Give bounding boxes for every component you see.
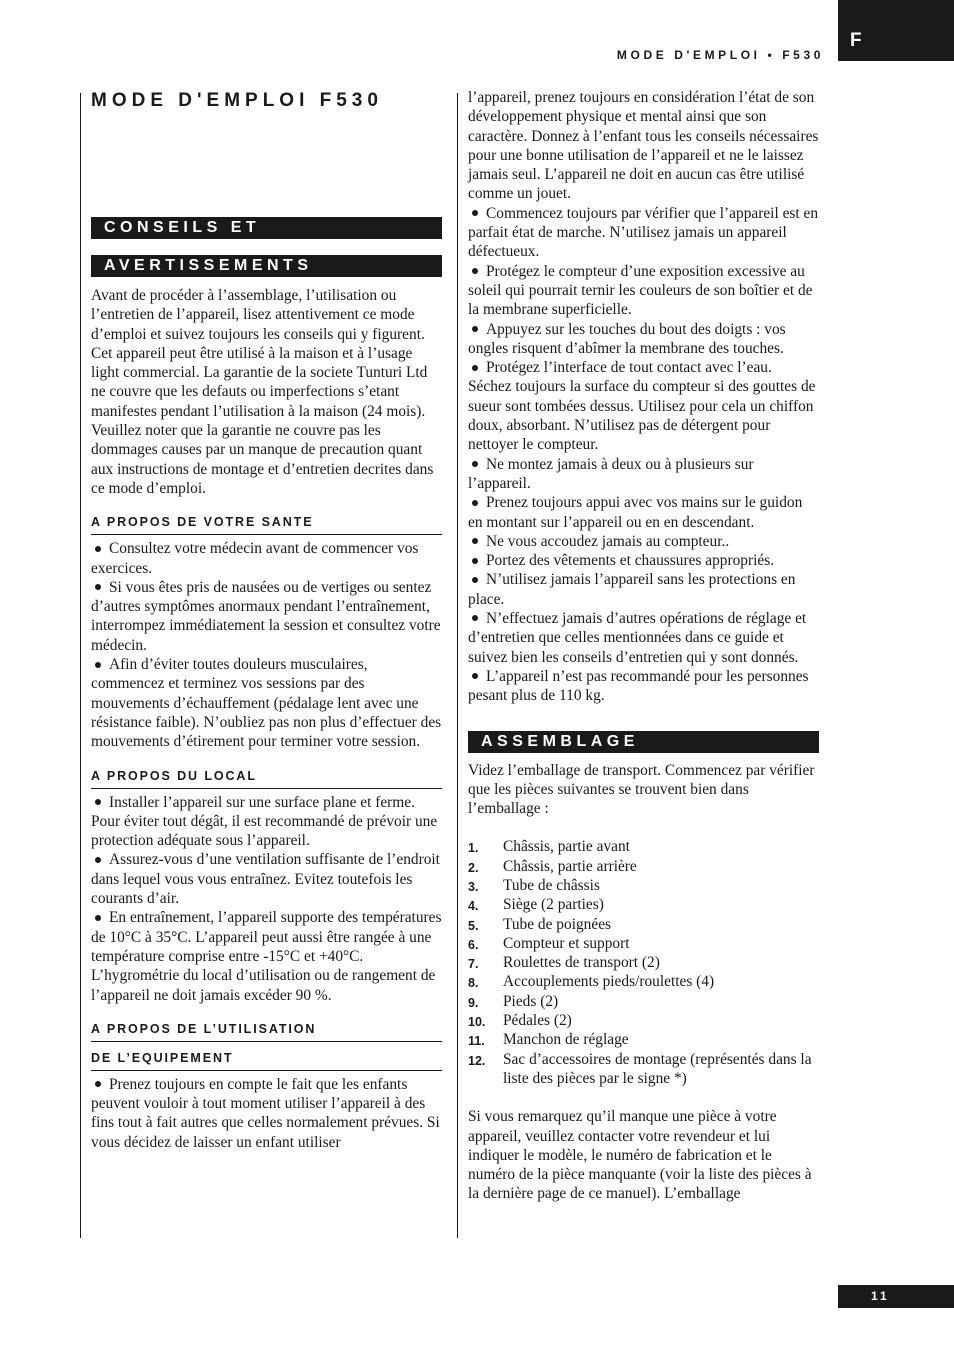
list-item: L’appareil n’est pas recommandé pour les personnes pesant plus de 110 kg. — [468, 667, 809, 705]
bullet-icon — [472, 558, 478, 564]
subheading-equipement: DE L’EQUIPEMENT — [91, 1050, 442, 1071]
bullet-icon — [95, 662, 101, 668]
language-tab-label: F — [850, 30, 862, 51]
subheading-utilisation: A PROPOS DE L’UTILISATION — [91, 1021, 442, 1042]
list-item: Si vous êtes pris de nausées ou de vertiges ou sentez d’autres symptômes anormaux pendant l’entraînement, interrompez immédiatement la session et consultez votre médecin. — [91, 578, 441, 654]
bullet-icon — [95, 799, 101, 805]
assemblage-outro: Si vous remarquez qu’il manque une pièce à votre appareil, veuillez contacter votre revendeur et lui indiquer le modèle, le numéro de fabrication et le numéro de la pièce manquante (voir la liste des pièces à la dernière page de ce manuel). L’emballage — [468, 1108, 812, 1203]
list-item: 10. Pédales (2) — [468, 1012, 572, 1030]
bullet-icon — [95, 857, 101, 863]
language-tab — [838, 0, 954, 61]
bullet-icon — [472, 538, 478, 544]
list-item: 7. Roulettes de transport (2) — [468, 954, 660, 972]
subheading-sante: A PROPOS DE VOTRE SANTE — [91, 514, 442, 535]
section-heading-assemblage: ASSEMBLAGE — [468, 731, 819, 753]
list-item: Ne vous accoudez jamais au compteur.. — [468, 532, 819, 551]
list-item: 9. Pieds (2) — [468, 992, 559, 1010]
list-item: En entraînement, l’appareil supporte des températures de 10°C à 35°C. L’appareil peut aussi être rangée à une température comprise entre -15°C et +40°C. L’hygrométrie du local d’utilisation ou de rangement de l’appareil ne doit jamais excéder 90 %. — [91, 909, 442, 1004]
list-item: 3. Tube de châssis — [468, 876, 600, 894]
list-item: Afin d’éviter toutes douleurs musculaires, commencez et terminez vos sessions par des mouvements d’échauffement (pédalage lent avec une résistance faible). N’oubliez pas non plus d’effectuer des mouvements d’étirement pour terminer votre session. — [91, 656, 442, 751]
bullet-icon — [472, 673, 478, 679]
list-item: 1. Châssis, partie avant — [468, 838, 630, 856]
running-header: MODE D'EMPLOI • F530 — [616, 48, 824, 62]
subheading-local: A PROPOS DU LOCAL — [91, 768, 442, 789]
list-item: 11. Manchon de réglage — [468, 1031, 629, 1049]
left-column — [91, 88, 442, 1152]
list-item: N’utilisez jamais l’appareil sans les protections en place. — [468, 571, 796, 608]
list-item: 8. Accouplements pieds/roulettes (4) — [468, 973, 715, 991]
list-item: N’effectuez jamais d’autres opérations de réglage et d’entretien que celles mentionnées dans ce guide et suivez bien les conseils d’entretien qui y sont donnés. — [468, 610, 807, 666]
utilisation-continuation: l’appareil, prenez toujours en considération l’état de son développement physique et mental ainsi que son caractère. Donnez à l’enfant tous les conseils nécessaires pour une bonne utilisation de l’appareil et ne le laissez jamais seul. L’appareil ne doit en aucun cas être utilisé comme un jouet. — [468, 89, 819, 203]
bullet-icon — [95, 584, 101, 590]
bullet-icon — [472, 461, 478, 467]
right-column — [468, 88, 819, 1204]
list-item: Protégez l’interface de tout contact avec l’eau. Séchez toujours la surface du compteur si des gouttes de sueur sont tombées dessus. Utilisez pour cela un chiffon doux, absorbant. N’utilisez pas de détergent pour nettoyer le compteur. — [468, 359, 816, 454]
bullet-icon — [472, 615, 478, 621]
list-item: Installer l’appareil sur une surface plane et ferme. Pour éviter tout dégât, il est recommandé de prévoir une protection adéquate sous l’appareil. — [91, 793, 438, 850]
bullet-icon — [472, 268, 478, 274]
bullet-icon — [472, 577, 478, 583]
list-item: 5. Tube de poignées — [468, 915, 612, 933]
page-title: MODE D'EMPLOI F530 — [91, 90, 383, 111]
list-item: Assurez-vous d’une ventilation suffisante de l’endroit dans lequel vous vous entraînez. Evitez toutefois les courants d’air. — [91, 851, 440, 908]
conseils-intro: Avant de procéder à l’assemblage, l’utilisation ou l’entretien de l’appareil, lisez attentivement ce mode d’emploi et suivez toujours les conseils qui y figurent. Cet appareil peut être utilisé à la maison et à l’usage light commercial. La garantie de la societe Tunturi Ltd ne couvre que les defauts ou imperfections s’etant manifestes pendant l’utilisation à la maison (24 mois). Veuillez noter que la garantie ne couvre pas les dommages causes par un manque de precaution quant aux instructions de montage et d’entretien decrites dans ce mode d’emploi. — [91, 287, 434, 497]
parts-list — [468, 837, 819, 1088]
bullet-icon — [95, 915, 101, 921]
assemblage-intro: Videz l’emballage de transport. Commencez par vérifier que les pièces suivantes se trouvent bien dans l’emballage : — [468, 761, 815, 818]
list-item: 2. Châssis, partie arrière — [468, 857, 637, 875]
page-number: 11 — [838, 1285, 954, 1308]
bullet-icon — [95, 1081, 101, 1087]
list-item: Prenez toujours appui avec vos mains sur le guidon en montant sur l’appareil ou en en descendant. — [468, 494, 803, 531]
center-column-rule — [457, 93, 458, 1238]
list-item: Appuyez sur les touches du bout des doigts : vos ongles risquent d’abîmer la membrane des touches. — [468, 320, 786, 357]
list-item: 6. Compteur et support — [468, 934, 630, 952]
list-item: 12. Sac d’accessoires de montage (représentés dans la liste des pièces par le signe *) — [468, 1050, 812, 1087]
bullet-icon — [472, 500, 478, 506]
list-item: Ne montez jamais à deux ou à plusieurs sur l’appareil. — [468, 455, 754, 492]
list-item: Commencez toujours par vérifier que l’appareil est en parfait état de marche. N’utilisez jamais un appareil défectueux. — [468, 204, 819, 261]
list-item: Consultez votre médecin avant de commencer vos exercices. — [91, 540, 419, 577]
list-item: Prenez toujours en compte le fait que les enfants peuvent vouloir à tout moment utiliser l’appareil à des fins tout à fait autres que celles normalement prévues. Si vous décidez de laisser un enfant utiliser — [91, 1075, 440, 1151]
bullet-icon — [472, 365, 478, 371]
section-heading-conseils: CONSEILS ET — [91, 217, 442, 239]
list-item: Portez des vêtements et chaussures appropriés. — [468, 551, 819, 570]
bullet-icon — [95, 546, 101, 552]
bullet-icon — [472, 326, 478, 332]
list-item: Protégez le compteur d’une exposition excessive au soleil qui pourrait ternir les couleurs de son boîtier et de la membrane superficielle. — [468, 262, 813, 319]
bullet-icon — [472, 210, 478, 216]
list-item: 4. Siège (2 parties) — [468, 896, 604, 914]
section-heading-avertissements: AVERTISSEMENTS — [91, 255, 442, 277]
left-column-rule — [80, 93, 81, 1238]
